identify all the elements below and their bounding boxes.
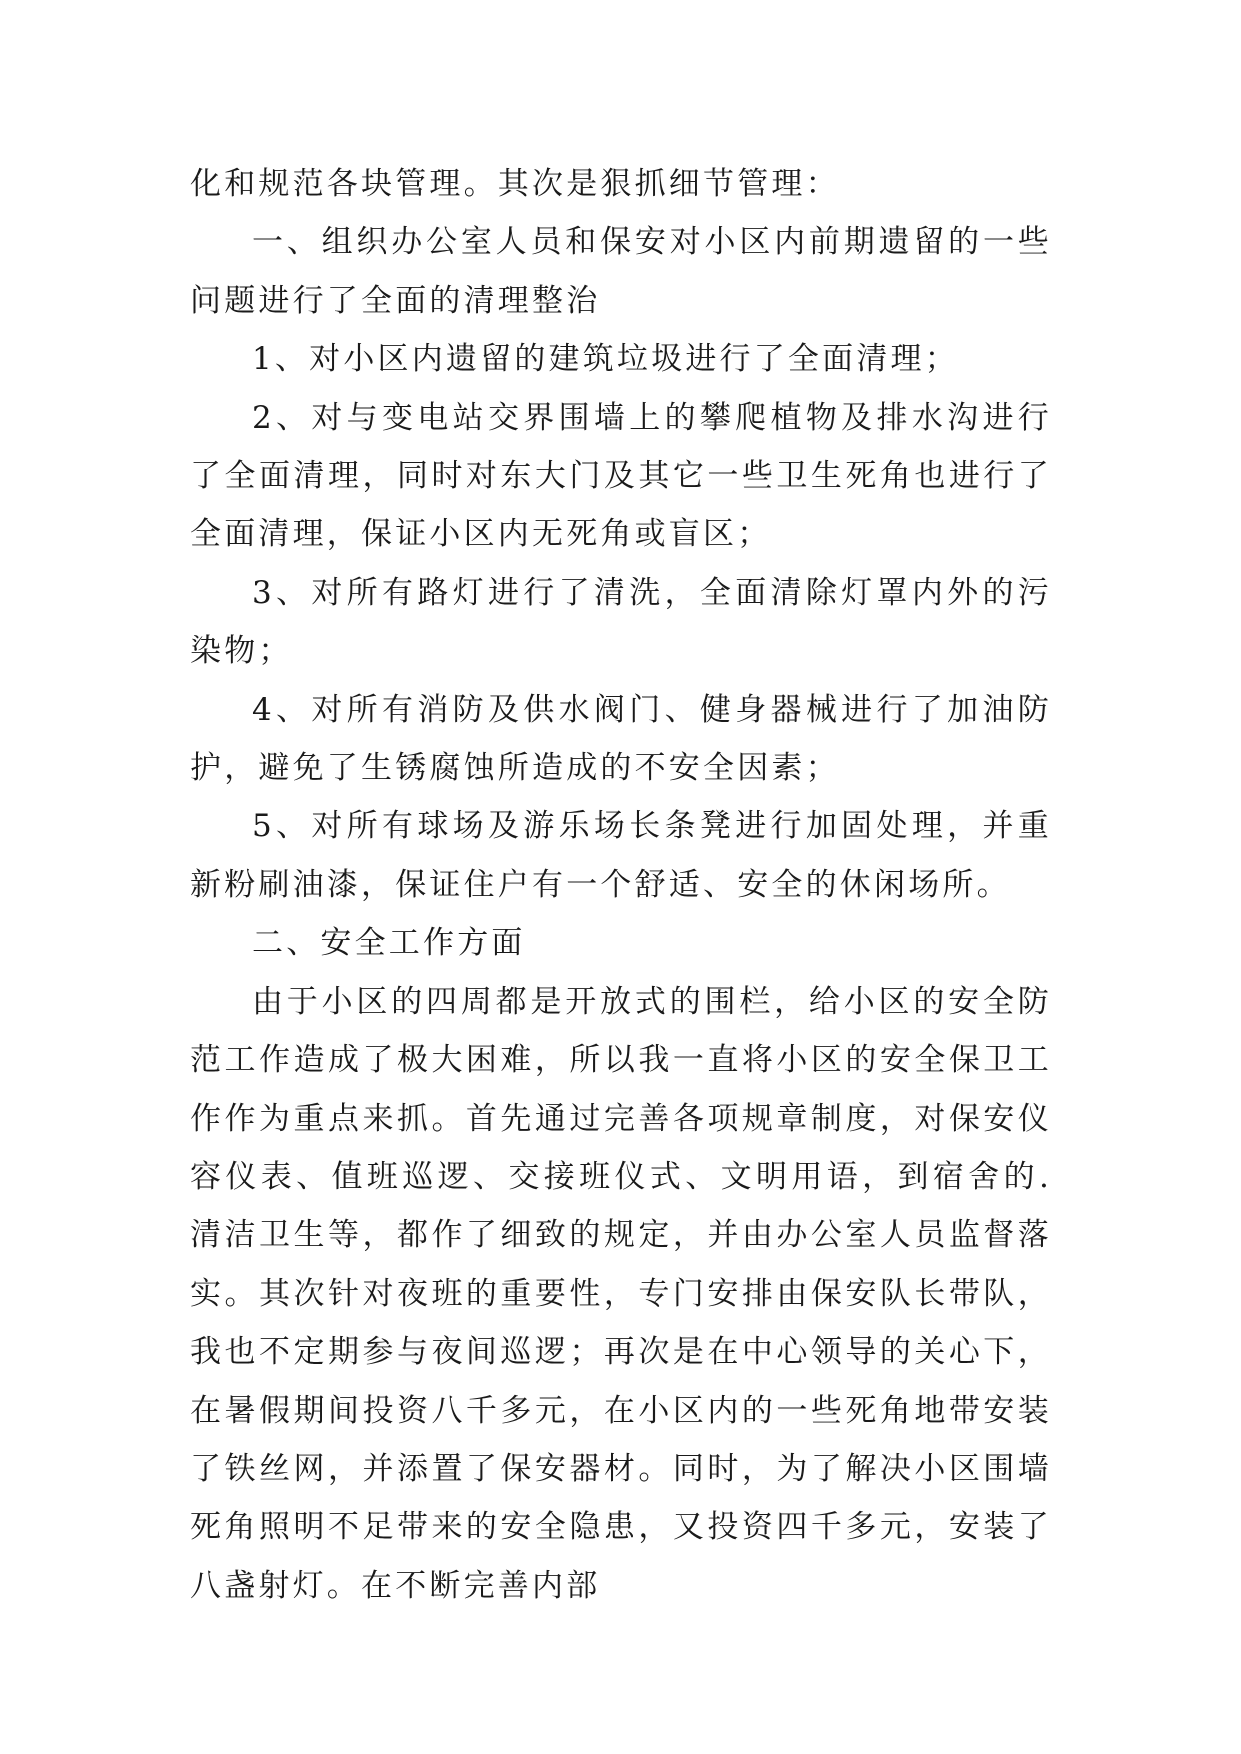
document-body — [190, 155, 1052, 1615]
list-item: 4、对所有消防及供水阀门、健身器械进行了加油防护，避免了生锈腐蚀所造成的不安全因素； — [190, 691, 1052, 787]
list-item: 1、对小区内遗留的建筑垃圾进行了全面清理； — [252, 341, 959, 378]
section-heading-1: 一、组织办公室人员和保安对小区内前期遗留的一些问题进行了全面的清理整治 — [190, 224, 1052, 319]
paragraph: 化和规范各块管理。其次是狠抓细节管理： — [190, 166, 840, 202]
section-heading-2: 二、安全工作方面 — [252, 925, 526, 962]
list-item: 2、对与变电站交界围墙上的攀爬植物及排水沟进行了全面清理，同时对东大门及其它一些卫生死角也进行了全面清理，保证小区内无死角或盲区； — [190, 399, 1052, 553]
paragraph: 由于小区的四周都是开放式的围栏，给小区的安全防范工作造成了极大困难，所以我一直将小区的安全保卫工作作为重点来抓。首先通过完善各项规章制度，对保安仪容仪表、值班巡逻、交接班仪式、文明用语，到宿舍的.清洁卫生等，都作了细致的规定，并由办公室人员监督落实。其次针对夜班的重要性，专门安排由保安队长带队，我也不定期参与夜间巡逻；再次是在中心领导的关心下，在暑假期间投资八千多元，在小区内的一些死角地带安装了铁丝网，并添置了保安器材。同时，为了解决小区围墙死角照明不足带来的安全隐患，又投资四千多元，安装了八盏射灯。在不断完善内部 — [190, 983, 1052, 1604]
list-item: 5、对所有球场及游乐场长条凳进行加固处理，并重新粉刷油漆，保证住户有一个舒适、安全的休闲场所。 — [190, 808, 1052, 903]
list-item: 3、对所有路灯进行了清洗，全面清除灯罩内外的污染物； — [190, 574, 1052, 670]
